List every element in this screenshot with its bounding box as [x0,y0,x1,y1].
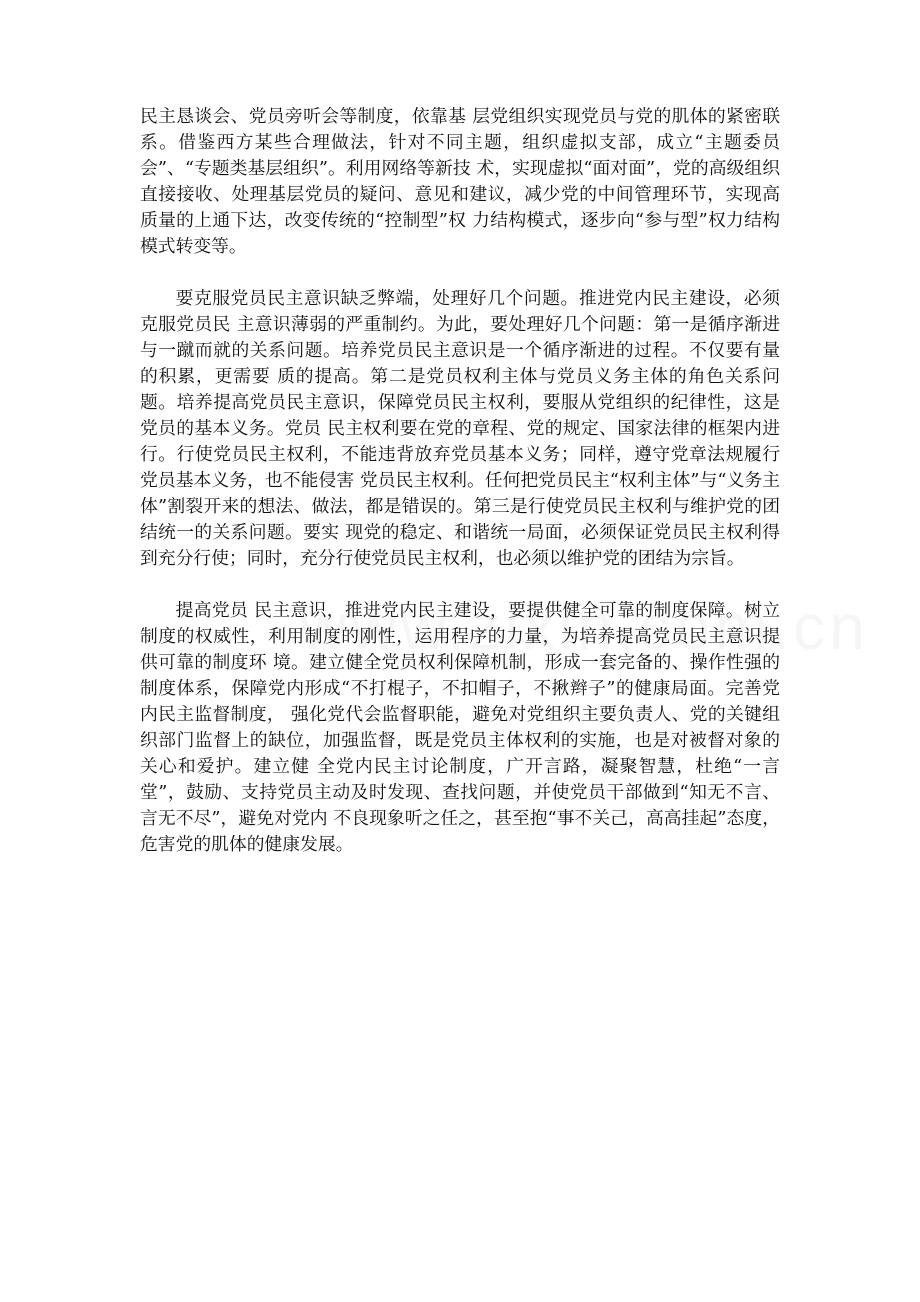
document-body [140,104,780,858]
paragraph-democratic-awareness: 要克服党员民主意识缺乏弊端，处理好几个问题。推进党内民主建设，必须克服党员民 主意识薄弱的严重制约。为此，要处理好几个问题：第一是循序渐进与一蹴而就的关系问题。培养党员民主意识是一个循序渐进的过程。不仅要有量的积累，更需要 质的提高。第二是党员权利主体与党员义务主体的角色关系问题。培养提高党员民主意识，保障党员民主权利，要服从党组织的纪律性，这是党员的基本义务。党员 民主权利要在党的章程、党的规定、国家法律的框架内进行。行使党员民主权利，不能违背放弃党员基本义务；同样，遵守党章法规履行党员基本义务，也不能侵害 党员民主权利。任何把党员民主“权利主体”与“义务主体”割裂开来的想法、做法，都是错误的。第三是行使党员民主权利与维护党的团结统一的关系问题。要实 现党的稳定、和谐统一局面，必须保证党员民主权利得到充分行使；同时，充分行使党员民主权利，也必须以维护党的团结为宗旨。 [140,288,780,569]
paragraph-continuation: 民主恳谈会、党员旁听会等制度，依靠基 层党组织实现党员与党的肌体的紧密联系。借鉴西方某些合理做法，针对不同主题，组织虚拟支部，成立“主题委员会”、“专题类基层组织”。利用网络等新技 术，实现虚拟“面对面”，党的高级组织直接接收、处理基层党员的疑问、意见和建议，减少党的中间管理环节，实现高质量的上通下达，改变传统的“控制型”权 力结构模式，逐步向“参与型”权力结构模式转变等。 [140,106,780,257]
paragraph-institutional-guarantee: 提高党员 民主意识，推进党内民主建设，要提供健全可靠的制度保障。树立制度的权威性，利用制度的刚性，运用程序的力量，为培养提高党员民主意识提供可靠的制度环 境。建立健全党员权利保障机制，形成一套完备的、操作性强的制度体系，保障党内形成“不打棍子，不扣帽子，不揪辫子”的健康局面。完善党内民主监督制度， 强化党代会监督职能，避免对党组织主要负责人、党的关键组织部门监督上的缺位，加强监督，既是党员主体权利的实施，也是对被督对象的关心和爱护。建立健 全党内民主讨论制度，广开言路，凝聚智慧，杜绝“一言堂”，鼓励、支持党员主动及时发现、查找问题，并使党员干部做到“知无不言、言无不尽”，避免对党内 不良现象听之任之，甚至抱“事不关己，高高挂起”态度，危害党的肌体的健康发展。 [140,600,780,855]
